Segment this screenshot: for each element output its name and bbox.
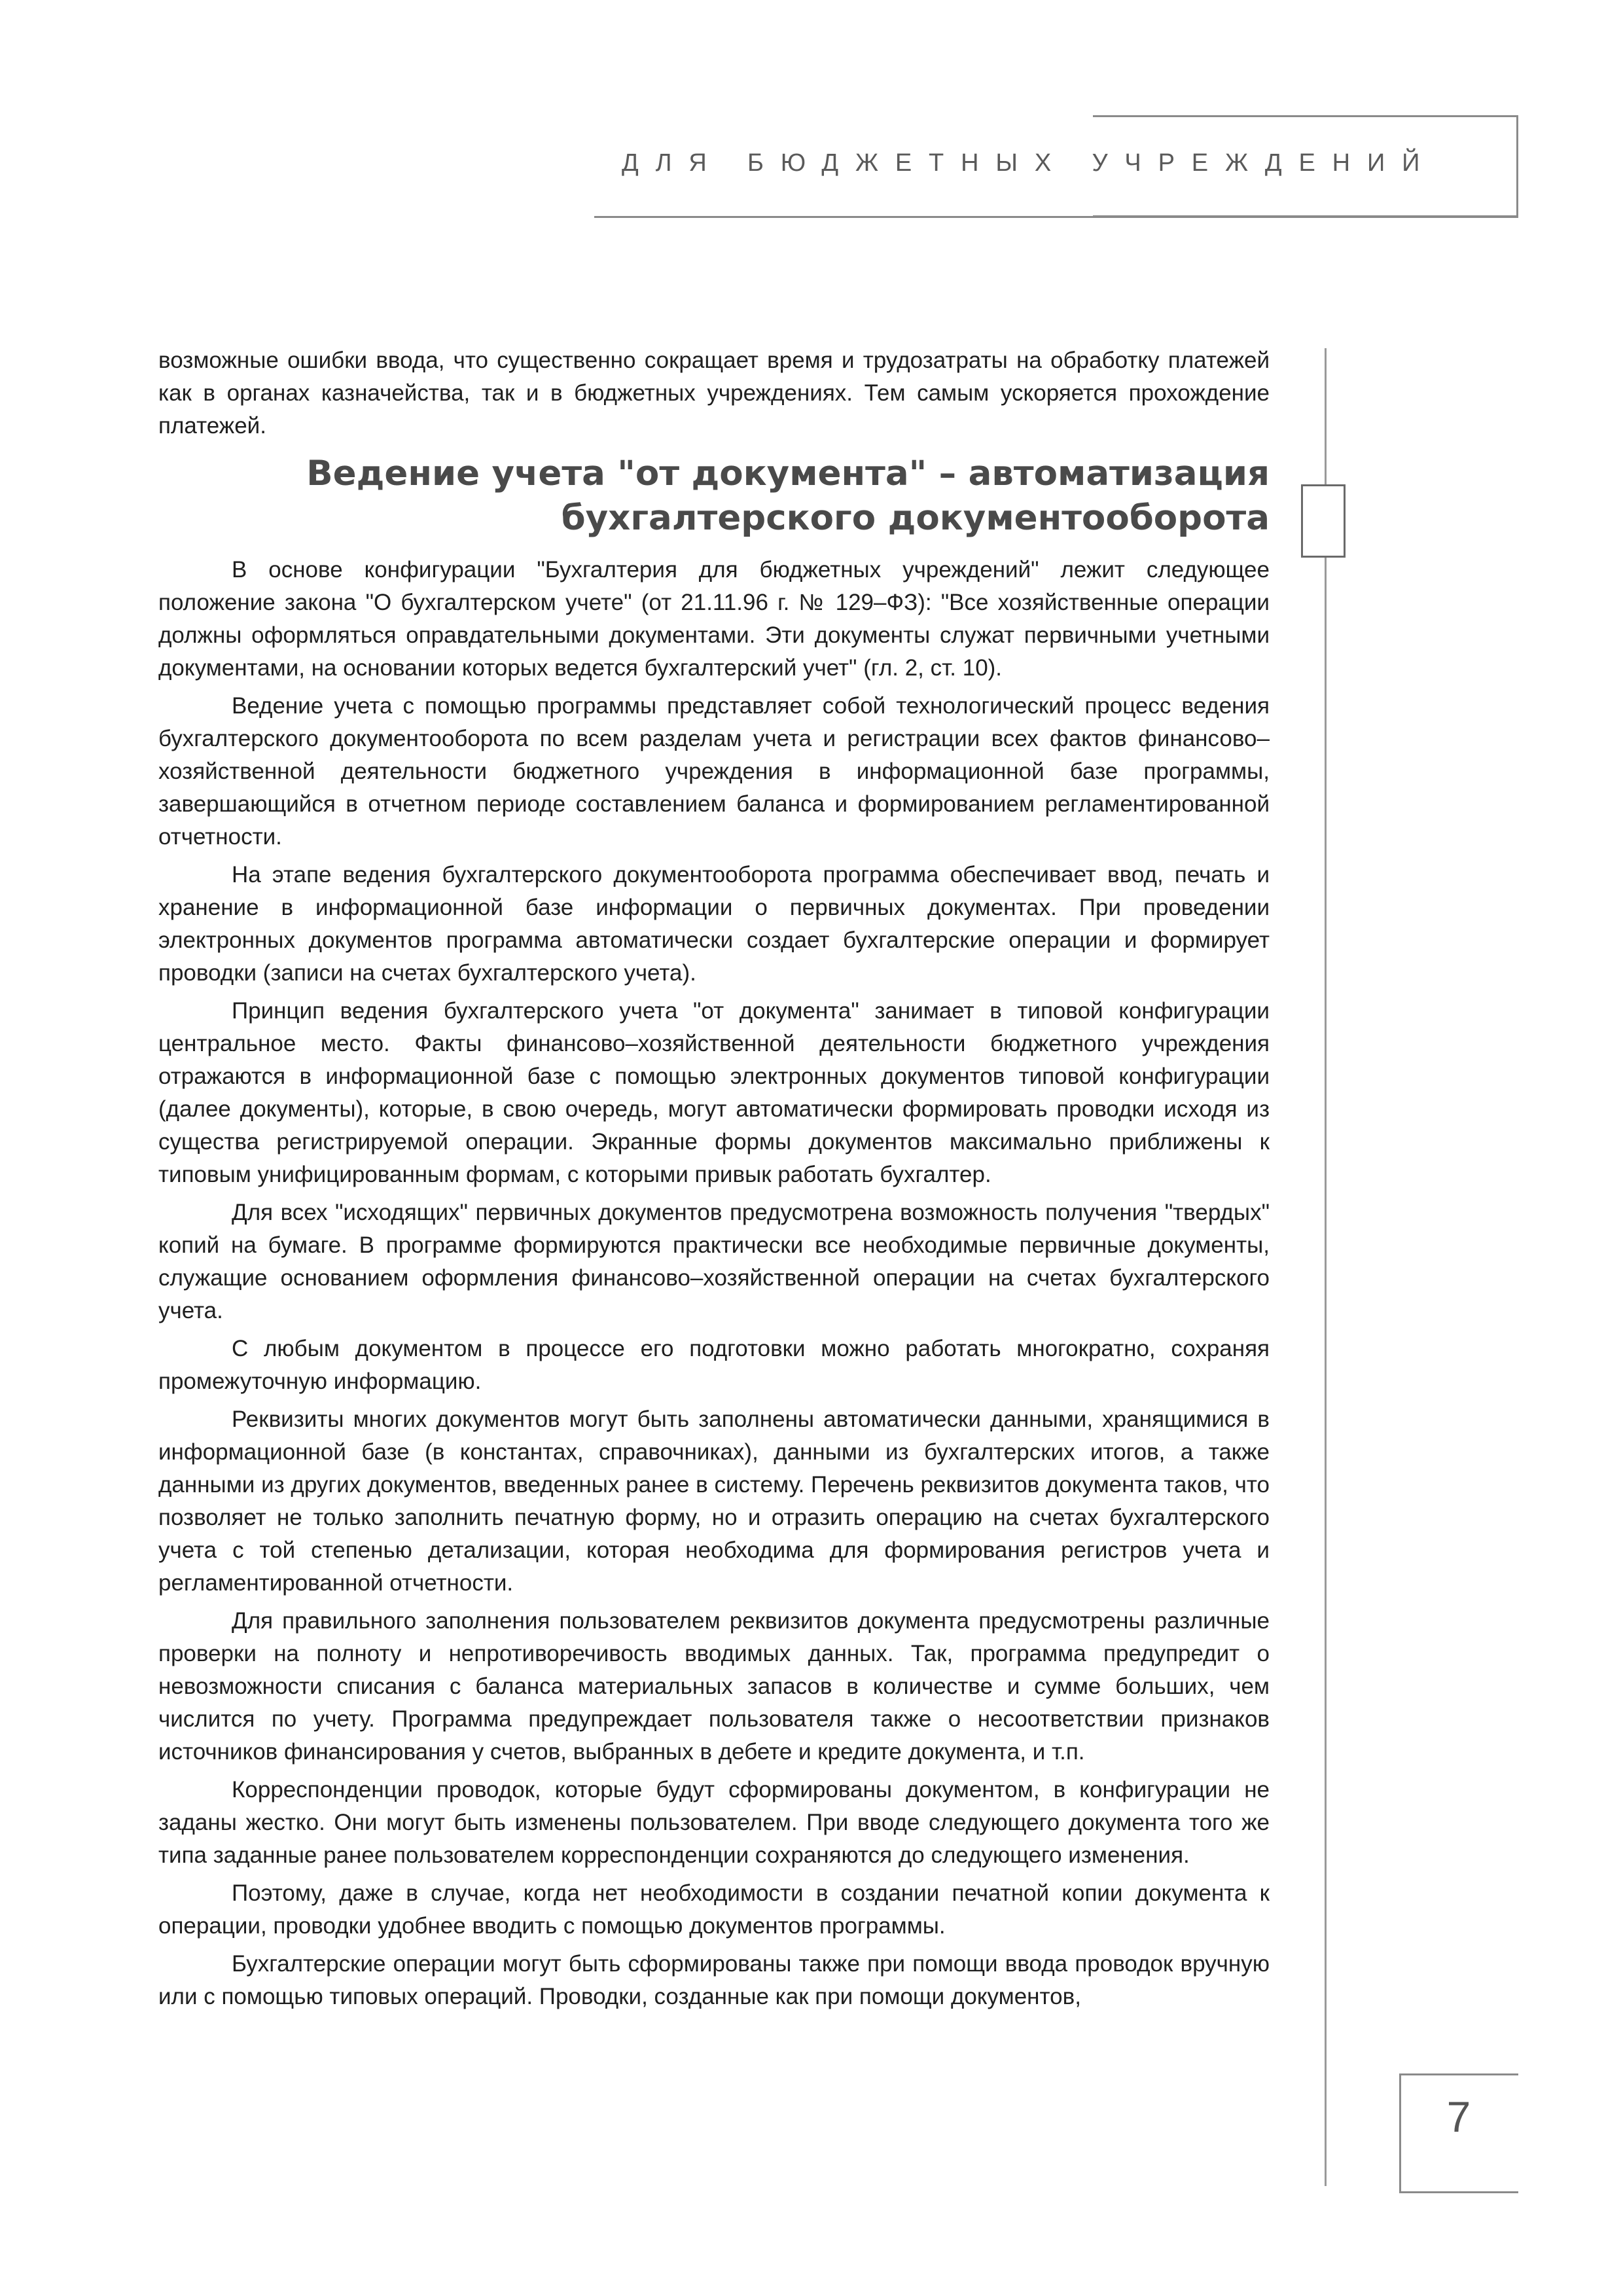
- header-rule: [594, 216, 1518, 218]
- paragraph: Реквизиты многих документов могут быть заполнены автоматически данными, хранящимися в информационной базе (в константах, справочниках), данными из бухгалтерских итогов, а также данными из других документов, введенных ранее в систему. Перечень реквизитов документа таков, что позволяет не только заполнить печатную форму, но и отразить операцию на счетах бухгалтерского учета с той степенью детализации, которая необходима для формирования регистров учета и регламентированной отчетности.: [158, 1407, 1270, 1596]
- paragraph: Корреспонденции проводок, которые будут сформированы документом, в конфигурации не заданы жестко. Они могут быть изменены пользователем. При вводе следующего документа того же типа заданные ранее пользователем корреспонденции сохраняются до следующего изменения.: [158, 1777, 1270, 1868]
- paragraph: С любым документом в процессе его подготовки можно работать многократно, сохраняя промежуточную информацию.: [158, 1336, 1270, 1394]
- paragraph: Для всех "исходящих" первичных документов предусмотрена возможность получения "твердых" копий на бумаге. В программе формируются практически все необходимые первичные документы, служащие основанием оформления финансово–хозяйственной операции на счетах бухгалтерского учета.: [158, 1200, 1270, 1323]
- section-heading-line-2: бухгалтерского документооборота: [561, 498, 1270, 538]
- paragraph-continued: возможные ошибки ввода, что существенно сокращает время и трудозатраты на обработку платежей как в органах казначейства, так и в бюджетных учреждениях. Тем самым ускоряется прохождение платежей.: [158, 348, 1270, 439]
- paragraph: На этапе ведения бухгалтерского документооборота программа обеспечивает ввод, печать и хранение в информационной базе информации о первичных документах. При проведении электронных документов программа автоматически создает бухгалтерские операции и формирует проводки (записи на счетах бухгалтерского учета).: [158, 862, 1270, 986]
- page-body: [158, 344, 1270, 2018]
- margin-vertical-rule: [1325, 348, 1327, 2186]
- section-heading: [158, 452, 1270, 541]
- paragraph: Поэтому, даже в случае, когда нет необходимости в создании печатной копии документа к операции, проводки удобнее вводить с помощью документов программы.: [158, 1880, 1270, 1939]
- paragraph: Для правильного заполнения пользователем реквизитов документа предусмотрены различные проверки на полноту и непротиворечивость вводимых данных. Так, программа предупредит о невозможности списания с баланса материальных запасов в количестве и сумме больших, чем числится по учету. Программа предупреждает пользователя также о несоответствии признаков источников финансирования у счетов, выбранных в дебете и кредите документа, и т.п.: [158, 1608, 1270, 1765]
- paragraph-continues: Бухгалтерские операции могут быть сформированы также при помощи ввода проводок вручную или с помощью типовых операций. Проводки, созданные как при помощи документов,: [158, 1951, 1270, 2009]
- section-marker-box: [1301, 484, 1346, 558]
- paragraph: Ведение учета с помощью программы представляет собой технологический процесс ведения бухгалтерского документооборота по всем разделам учета и регистрации всех фактов финансово–хозяйственной деятельности бюджетного учреждения в информационной базе программы, завершающийся в отчетном периоде составлением баланса и формированием регламентированной отчетности.: [158, 693, 1270, 850]
- section-heading-line-1: Ведение учета "от документа" – автоматизация: [306, 454, 1270, 493]
- running-header-title: ДЛЯ БЮДЖЕТНЫХ УЧРЕЖДЕНИЙ: [622, 149, 1437, 177]
- page-number: 7: [1446, 2092, 1471, 2141]
- paragraph: В основе конфигурации "Бухгалтерия для бюджетных учреждений" лежит следующее положение закона "О бухгалтерском учете" (от 21.11.96 г. № 129–ФЗ): "Все хозяйственные операции должны оформляться оправдательными документами. Эти документы служат первичными учетными документами, на основании которых ведется бухгалтерский учет" (гл. 2, ст. 10).: [158, 557, 1270, 681]
- paragraph: Принцип ведения бухгалтерского учета "от документа" занимает в типовой конфигурации центральное место. Факты финансово–хозяйственной деятельности бюджетного учреждения отражаются в информационной базе с помощью электронных документов типовой конфигурации (далее документы), которые, в свою очередь, могут автоматически формировать проводки исходя из существа регистрируемой операции. Экранные формы документов максимально приближены к типовым унифицированным формам, с которыми привык работать бухгалтер.: [158, 998, 1270, 1187]
- page-number-rule: [1399, 2191, 1518, 2193]
